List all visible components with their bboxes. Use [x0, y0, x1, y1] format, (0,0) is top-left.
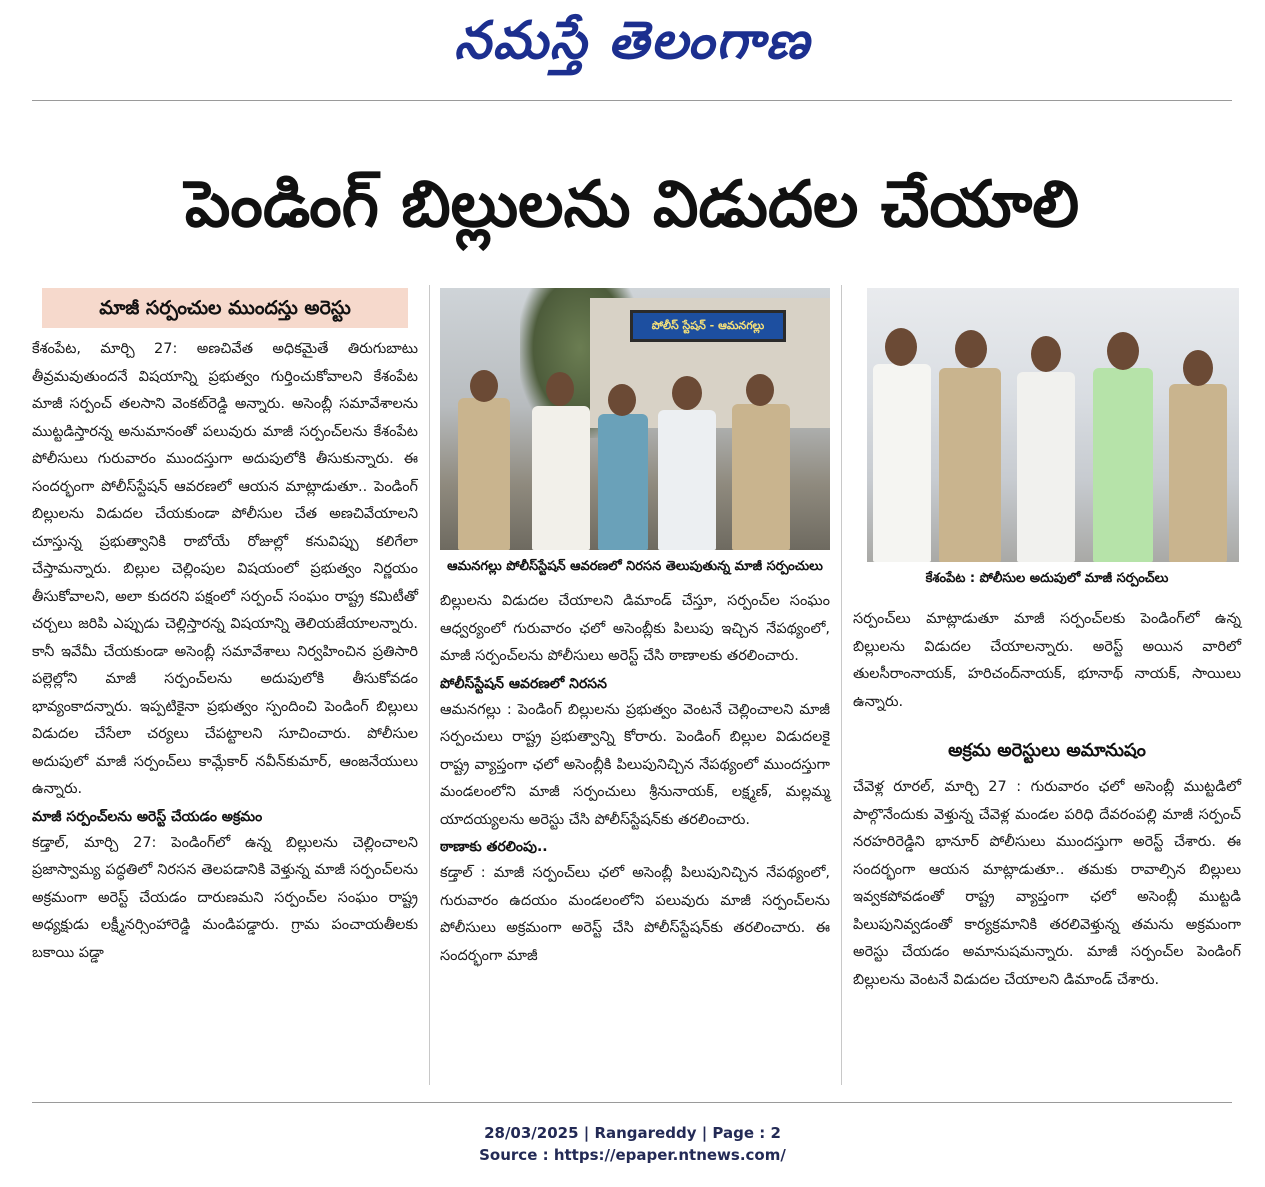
- column-divider: [429, 285, 430, 1085]
- section-subhead: మాజీ సర్పంచుల ముందస్తు అరెస్టు: [42, 288, 408, 328]
- article-paragraph: కడ్తాల్ : మాజీ సర్పంచ్‌లు ఛలో అసెంబ్లీ పిలుపునిచ్చిన నేపథ్యంలో, గురువారం ఉదయం మండలంలోని పలువురు మాజీ సర్పంచ్‌లను పోలీసులు అక్రమంగా అరెస్ట్ చేసి పోలీస్‌స్టేషన్‌కు తరలించారు. ఈ సందర్భంగా మాజీ: [440, 865, 830, 964]
- footer-source: Source : https://epaper.ntnews.com/: [479, 1146, 786, 1164]
- article-paragraph: ఆమనగల్లు : పెండింగ్ బిల్లులను ప్రభుత్వం వెంటనే చెల్లించాలని మాజీ సర్పంచులు రాష్ట్ర ప్రభుత్వాన్ని కోరారు. పెండింగ్ బిల్లుల విడుదలకై రాష్ట్ర వ్యాప్తంగా ఛలో అసెంబ్లీకి పిలుపునిచ్చిన నేపథ్యంలో ముందస్తుగా మండలంలోని మాజీ సర్పంచులు శ్రీనునాయక్, లక్ష్మణ్, మల్లమ్మ యాదయ్యలను అరెస్టు చేసి పోలీస్‌స్టేషన్‌కు తరలించారు.: [440, 701, 830, 828]
- article-paragraph: కడ్తాల్, మార్చి 27: పెండింగ్‌లో ఉన్న బిల్లులను చెల్లించాలని ప్రజాస్వామ్య పద్ధతిలో నిరసన తెలపడానికి వెళ్తున్న మాజీ సర్పంచ్‌లను అక్రమంగా అరెస్ట్ చేయడం దారుణమని సర్పంచ్‌ల సంఘం రాష్ట్ర అధ్యక్షుడు లక్ష్మీనర్సింహారెడ్డి మండిపడ్డారు. గ్రామ పంచాయతీలకు బకాయి పడ్డా: [32, 834, 418, 961]
- article-paragraph: కేశంపేట, మార్చి 27: అణచివేత అధికమైతే తిరుగుబాటు తీవ్రమవుతుందనే విషయాన్ని ప్రభుత్వం గుర్తించుకోవాలని కేశంపేట మాజీ సర్పంచ్ తలసాని వెంకట్‌రెడ్డి అన్నారు. అసెంబ్లీ సమావేశాలను ముట్టడిస్తారన్న అనుమానంతో పలువురు మాజీ సర్పంచ్‌లను కేశంపేట పోలీసులు గురువారం ముందస్తుగా అదుపులోకి తీసుకున్నారు. ఈ సందర్భంగా పోలీస్‌స్టేషన్ ఆవరణలో ఆయన మాట్లాడుతూ.. పెండింగ్ బిల్లులను విడుదల చేయకుండా పోలీసుల చేత అణచివేయాలని చూస్తున్న ప్రభుత్వానికి రాబోయే రోజుల్లో కనువిప్పు కలిగేలా చేస్తామన్నారు. బిల్లుల చెల్లింపుల విషయంలో ప్రభుత్వం నిర్ణయం తీసుకోవాలని, అలా కుదరని పక్షంలో సర్పంచ్ సంఘం రాష్ట్ర కమిటీతో చర్చలు జరిపి ఎప్పుడు చెల్లిస్తారన్న విషయాన్ని తెలియజేయాలన్నారు. కానీ ఇవేమీ చేయకుండా అసెంబ్లీ సమావేశాలు నిర్వహించిన ప్రతిసారి పల్లెల్లోని మాజీ సర్పంచ్‌లను అదుపులోకి తీసుకోవడం భావ్యంకాదన్నారు. ఇప్పటికైనా ప్రభుత్వం స్పందించి పెండింగ్ బిల్లులు విడుదల చేసేలా చర్యలు చేపట్టాలని సూచించారు. పోలీసుల అదుపులో మాజీ సర్పంచ్‌లు కామ్లేకార్ నవీన్‌కుమార్, ఆంజనేయులు ఉన్నారు.: [32, 341, 418, 797]
- masthead: [0, 6, 1265, 76]
- photo-keshampet-police-station: [867, 288, 1239, 562]
- article-column-1: [32, 288, 418, 967]
- article-paragraph: బిల్లులను విడుదల చేయాలని డిమాండ్ చేస్తూ, సర్పంచ్‌ల సంఘం ఆధ్వర్యంలో గురువారం ఛలో అసెంబ్లీకు పిలుపు ఇచ్చిన నేపథ్యంలో, మాజీ సర్పంచ్‌లను పోలీసులు అరెస్ట్ చేసి ఠాణాలకు తరలించారు.: [440, 593, 830, 664]
- footer-date-edition: 28/03/2025 | Rangareddy | Page : 2: [484, 1124, 781, 1142]
- page-footer: [0, 1122, 1265, 1166]
- column-divider: [841, 285, 842, 1085]
- photo-caption: కేశంపేట : పోలీసుల అదుపులో మాజీ సర్పంచ్‌లు: [925, 571, 1169, 586]
- section-subhead: అక్రమ అరెస్టులు అమానుషం: [948, 740, 1146, 761]
- photo-amanagallu-protest: [440, 288, 830, 550]
- headline: పెండింగ్ బిల్లులను విడుదల చేయాలి: [184, 168, 1080, 242]
- masthead-logo: నమస్తే తెలంగాణ: [454, 11, 811, 71]
- article-paragraph: సర్పంచ్‌లు మాట్లాడుతూ మాజీ సర్పంచ్‌లకు పెండింగ్‌లో ఉన్న బిల్లులను విడుదల చేయాలన్నారు. అరెస్ట్ అయిన వారిలో తులసీరాంనాయక్, హరిచంద్‌నాయక్, భూనాథ్ నాయక్, సాయిలు ఉన్నారు.: [853, 611, 1241, 710]
- top-divider: [32, 100, 1232, 101]
- inline-subhead: మాజీ సర్పంచ్‌లను అరెస్ట్ చేయడం అక్రమం: [32, 808, 263, 825]
- police-station-sign: పోలీస్ స్టేషన్ - ఆమనగల్లు: [630, 310, 786, 342]
- inline-subhead: ఠాణాకు తరలింపు..: [440, 839, 548, 855]
- article-column-3: [853, 288, 1241, 994]
- bottom-divider: [32, 1102, 1232, 1103]
- inline-subhead: పోలీస్‌స్టేషన్ ఆవరణలో నిరసన: [440, 675, 607, 692]
- photo-caption: ఆమనగల్లు పోలీస్‌స్టేషన్ ఆవరణలో నిరసన తెలుపుతున్న మాజీ సర్పంచులు: [447, 559, 823, 574]
- article-paragraph: చేవెళ్ల రూరల్, మార్చి 27 : గురువారం ఛలో అసెంబ్లీ ముట్టడిలో పాల్గొనేందుకు వెళ్తున్న చేవెళ్ల మండల పరిధి దేవరంపల్లి మాజీ సర్పంచ్ నరహరిరెడ్డిని భానూర్ పోలీసులు ముందస్తుగా అరెస్ట్ చేశారు. ఈ సందర్భంగా ఆయన మాట్లాడుతూ.. తమకు రావాల్సిన బిల్లులు ఇవ్వకపోవడంతో రాష్ట్ర వ్యాప్తంగా ఛలో అసెంబ్లీ ముట్టడి పిలుపునివ్వడంతో కార్యక్రమానికి తరలివెళ్తున్న తమను అక్రమంగా అరెస్టు చేయడం అమానుషమన్నారు. మాజీ సర్పంచ్‌ల పెండింగ్ బిల్లులను వెంటనే విడుదల చేయాలని డిమాండ్ చేశారు.: [853, 779, 1241, 988]
- article-column-2: [440, 288, 830, 970]
